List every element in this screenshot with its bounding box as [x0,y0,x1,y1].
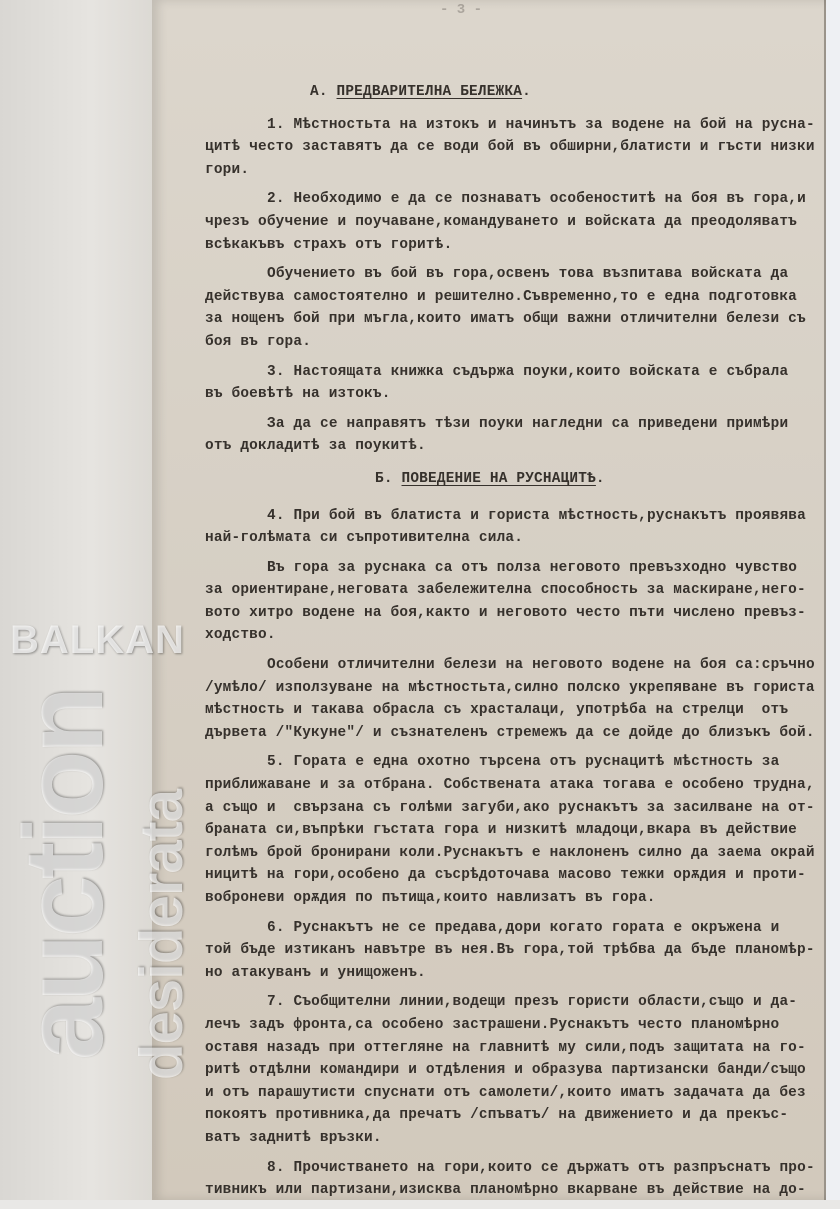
text-line: За да се направятъ тѣзи поуки нагледни са приведени примѣри [267,415,789,432]
text-line: воброневи орѫдия по пътища,които навлизатъ въ гора. [205,890,656,906]
text-line: 4. При бой въ блатиста и гориста мѣстность,руснакътъ проявява [267,507,806,524]
text-line: ритѣ отдѣлни командири и отдѣления и образува партизански банди/също [205,1062,806,1079]
text-line: но атакуванъ и унищоженъ. [205,964,426,981]
section-a-title: ПРЕДВАРИТЕЛНА БЕЛЕЖКА [336,84,523,100]
page-number: - 3 - [440,2,483,18]
watermark-auction: auction [1,690,126,1061]
text-line: боя въ гора. [205,333,312,350]
paragraph [205,505,825,550]
paragraph [205,413,825,458]
section-a-paragraphs [205,114,825,458]
text-line: оставя назадъ при оттегляне на главнитѣ му сили,подъ защитата на го- [205,1039,806,1056]
paragraph [205,1157,825,1202]
text-line: приближаване и за отбрана. Собствената атака тогава е особено трудна, [205,777,815,794]
text-line: 2. Необходимо е да се познаватъ особеноститѣ на боя въ гора,и [267,191,806,208]
paragraph [205,188,825,256]
watermark-balkan: BALKAN [10,618,185,662]
section-a-suffix: . [522,84,531,100]
document-body [205,84,825,1209]
text-line: най-голѣмата си съпротивителна сила. [205,530,524,547]
section-b-heading [205,468,825,491]
paragraph [205,263,825,353]
text-line: а също и свързана съ голѣми загуби,ако руснакътъ за засилване на от- [205,799,815,816]
text-line: вото хитро водене на боя,както и неговото често пъти числено превъз- [205,604,806,621]
paragraph [205,361,825,406]
paragraph [205,751,825,909]
section-b-title: ПОВЕДЕНИЕ НА РУСНАЦИТѢ [401,470,596,487]
section-b-paragraphs [205,505,825,1202]
background-right [826,0,840,1200]
text-line: 7. Съобщителни линии,водещи презъ гористи области,също и да- [267,994,798,1011]
text-line: цитѣ често заставятъ да се води бой въ обширни,блатисти и гъсти низки [205,139,815,156]
section-a-prefix: А. [310,84,337,100]
section-a-heading [205,81,825,104]
paragraph [205,654,825,744]
text-line: 8. Прочистването на гори,които се държатъ отъ разпръснатъ про- [267,1159,815,1176]
text-line: той бъде изтиканъ навътре въ нея.Въ гора,той трѣбва да бъде планомѣр- [205,942,815,959]
text-line: за ориентиране,неговата забележителна способность за маскиране,него- [205,582,806,599]
text-line: 6. Руснакътъ не се предава,дори когато гората е окръжена и [267,919,780,936]
text-line: всѣкакъвъ страхъ отъ горитѣ. [205,236,453,253]
text-line: гори. [205,161,250,178]
paragraph [205,114,825,182]
text-line: чрезъ обучение и поучаване,командуването и войската да преодоляватъ [205,213,797,230]
text-line: 5. Гората е една охотно търсена отъ руснацитѣ мѣстность за [267,754,780,771]
text-line: браната си,въпрѣки гъстата гора и низкитѣ младоци,вкара въ действие [205,822,797,839]
section-b-suffix: . [595,470,605,487]
text-line: въ боевѣтѣ на изтокъ. [205,386,391,403]
text-line: 1. Мѣстностьта на изтокъ и начинътъ за водене на бой на русна- [267,116,815,133]
text-line: ницитѣ на гори,особено да съсрѣдоточава масово тежки орѫдия и проти- [205,867,806,884]
text-line: лечъ задъ фронта,са особено застрашени.Руснакътъ често планомѣрно [205,1016,780,1033]
text-line: Обучението въ бой въ гора,освенъ това възпитава войската да [267,266,789,283]
section-b-prefix: Б. [375,470,402,487]
text-line: отъ докладитѣ за поукитѣ. [205,438,426,455]
text-line: тивникъ или партизани,изисква планомѣрно вкарване въ действие на до- [205,1182,806,1199]
text-line: и отъ парашутисти спуснати отъ самолети/,които иматъ задачата да без [205,1084,806,1101]
text-line: ходство. [205,627,276,644]
watermark-desiderata: desiderata [128,790,195,1081]
text-line: действува самостоятелно и решително.Съвременно,то е една подготовка [205,288,797,305]
text-line: Особени отличителни белези на неговото водене на боя са:сръчно [267,657,815,674]
text-line: ватъ заднитѣ връзки. [205,1129,382,1146]
text-line: покоятъ противника,да пречатъ /спъватъ/ на движението и да прекъс- [205,1107,789,1124]
paragraph [205,557,825,647]
text-line: Въ гора за руснака са отъ полза неговото превъзходно чувство [267,559,798,576]
text-line: дървета /"Кукуне"/ и съзнателенъ стремежъ да се дойде до близъкъ бой. [205,724,815,741]
text-line: голѣмъ брой бронирани коли.Руснакътъ е наклоненъ силно да заема окрай [205,844,815,861]
text-line: 3. Настоящата книжка съдържа поуки,които войската е събрала [267,363,789,380]
text-line: за нощенъ бой при мъгла,които иматъ общи важни отличителни белези съ [205,311,806,328]
text-line: мѣстность и такава обрасла съ храсталаци, употрѣба на стрелци отъ [205,702,789,719]
text-line: /умѣло/ използуване на мѣстностьта,силно полско укрепяване въ гориста [205,679,815,696]
paragraph [205,917,825,985]
paragraph [205,991,825,1149]
